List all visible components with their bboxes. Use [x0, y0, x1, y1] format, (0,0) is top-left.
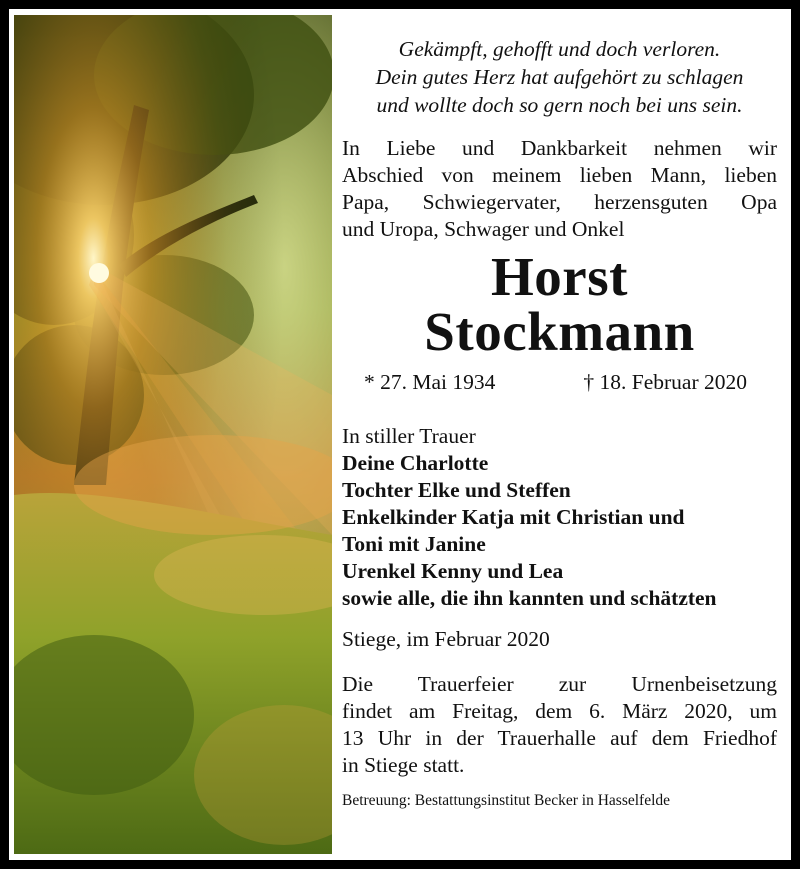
obituary-text	[342, 9, 777, 862]
intro-line: Papa, Schwiegervater, herzensguten Opa	[342, 190, 777, 214]
obituary-frame	[8, 8, 792, 861]
intro-line: Abschied von meinem lieben Mann, lieben	[342, 163, 777, 187]
first-name: Horst	[491, 246, 628, 307]
funeral-home-credit: Betreuung: Bestattungsinstitut Becker in Hasselfelde	[342, 792, 671, 809]
funeral-line: 13 Uhr in der Trauerhalle auf dem Friedhof	[342, 726, 777, 750]
death-date: † 18. Februar 2020	[583, 370, 747, 394]
mourner-line: Toni mit Janine	[342, 532, 486, 556]
mourners-heading: In stiller Trauer	[342, 424, 476, 448]
funeral-line: findet am Freitag, dem 6. März 2020, um	[342, 699, 777, 723]
birth-date: * 27. Mai 1934	[364, 370, 496, 394]
mourner-line: Enkelkinder Katja mit Christian und	[342, 505, 685, 529]
mourner-line: sowie alle, die ihn kannten und schätzten	[342, 586, 717, 610]
mourner-line: Tochter Elke und Steffen	[342, 478, 571, 502]
forest-sunlight-photo	[14, 15, 332, 854]
poem-line: Dein gutes Herz hat aufgehört zu schlagen	[375, 65, 744, 89]
mourner-line: Deine Charlotte	[342, 451, 489, 475]
intro-line: In Liebe und Dankbarkeit nehmen wir	[342, 136, 777, 160]
last-name: Stockmann	[424, 301, 695, 362]
funeral-notice	[342, 671, 777, 779]
poem-line: Gekämpft, gehofft und doch verloren.	[398, 37, 721, 61]
poem-line: und wollte doch so gern noch bei uns sein.	[376, 93, 743, 117]
mourner-line: Urenkel Kenny und Lea	[342, 559, 564, 583]
life-dates	[342, 369, 777, 395]
farewell-intro	[342, 135, 777, 243]
funeral-line: in Stiege statt.	[342, 753, 465, 777]
memorial-poem	[342, 35, 777, 119]
place-and-date: Stiege, im Februar 2020	[342, 627, 550, 651]
mourners	[342, 423, 777, 612]
funeral-line: Die Trauerfeier zur Urnenbeisetzung	[342, 672, 777, 696]
intro-line: und Uropa, Schwager und Onkel	[342, 217, 625, 241]
deceased-name	[342, 246, 777, 362]
